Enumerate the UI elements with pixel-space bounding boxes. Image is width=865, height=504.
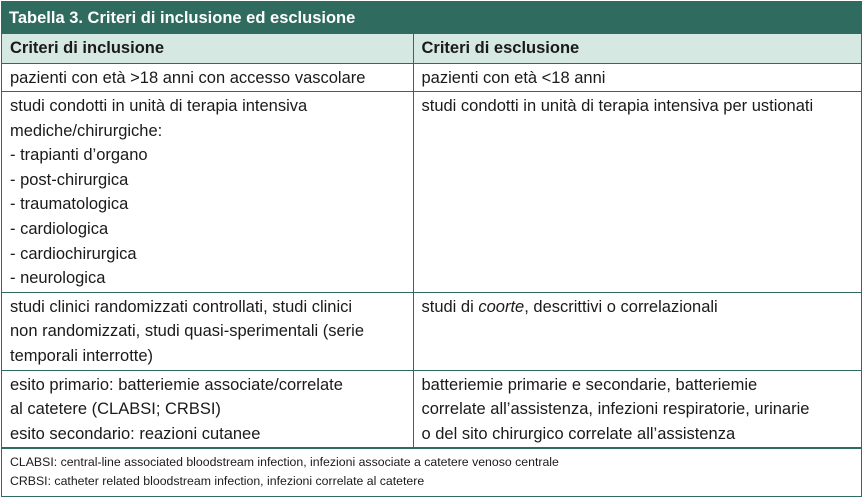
inclusion-cell <box>2 92 413 293</box>
exclusion-cell <box>413 370 861 448</box>
exclusion-cell <box>413 292 861 370</box>
list-item: - post-chirurgica <box>10 170 129 189</box>
table-title: Tabella 3. Criteri di inclusione ed esclusione <box>2 2 861 34</box>
table-row <box>2 92 861 293</box>
exclusion-suffix: , descrittivi o correlazionali <box>524 297 718 316</box>
inclusion-cell <box>2 370 413 448</box>
exclusion-italic-term: coorte <box>478 297 525 316</box>
cell-line: esito primario: batteriemie associate/correlate <box>10 375 343 394</box>
header-inclusion: Criteri di inclusione <box>2 34 413 63</box>
cell-line: studi condotti in unità di terapia intensiva per ustionati <box>421 97 814 116</box>
list-item: - cardiochirurgica <box>10 244 137 263</box>
cell-line: batteriemie primarie e secondarie, batteriemie <box>421 375 758 394</box>
cell-line: esito secondario: reazioni cutanee <box>10 424 261 443</box>
cell-line: pazienti con età >18 anni con accesso vascolare <box>10 68 366 87</box>
cell-line: al catetere (CLABSI; CRBSI) <box>10 400 221 419</box>
cell-line: pazienti con età <18 anni <box>421 68 606 87</box>
cell-line: correlate all’assistenza, infezioni respiratorie, urinarie <box>421 400 810 419</box>
cell-line: studi clinici randomizzati controllati, studi clinici <box>10 297 353 316</box>
criteria-table <box>2 34 861 448</box>
cell-line: mediche/chirurgiche: <box>10 121 163 140</box>
exclusion-prefix: studi di <box>421 297 479 316</box>
header-exclusion: Criteri di esclusione <box>413 34 861 63</box>
table-row <box>2 292 861 370</box>
table-row <box>2 63 861 92</box>
cell-line: non randomizzati, studi quasi-sperimentali (serie <box>10 322 364 341</box>
table-footnotes <box>2 448 861 496</box>
inclusion-cell <box>2 292 413 370</box>
list-item: - neurologica <box>10 269 106 288</box>
inclusion-cell <box>2 63 413 92</box>
footnote-crbsi: CRBSI: catheter related bloodstream infection, infezioni correlate al catetere <box>10 474 425 489</box>
cell-line: o del sito chirurgico correlate all’assistenza <box>421 424 736 443</box>
table-header-row <box>2 34 861 63</box>
footnote-clabsi: CLABSI: central-line associated bloodstream infection, infezioni associate a catetere venoso centrale <box>10 455 559 470</box>
criteria-table-panel <box>1 1 862 497</box>
exclusion-cell <box>413 63 861 92</box>
cell-line: temporali interrotte) <box>10 347 154 366</box>
list-item: - cardiologica <box>10 220 109 239</box>
cell-line <box>422 295 856 320</box>
table-row <box>2 370 861 448</box>
list-item: - trapianti d’organo <box>10 146 148 165</box>
exclusion-cell <box>413 92 861 293</box>
cell-line: studi condotti in unità di terapia intensiva <box>10 97 308 116</box>
list-item: - traumatologica <box>10 195 129 214</box>
